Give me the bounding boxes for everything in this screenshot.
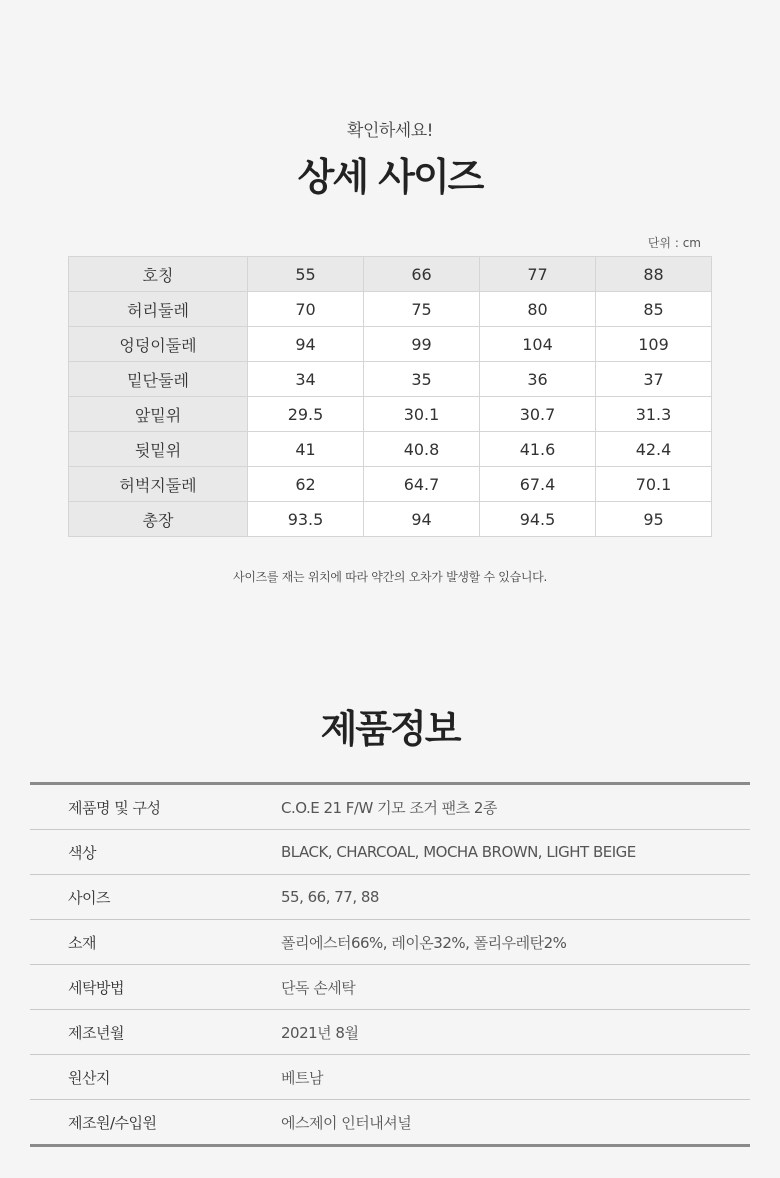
measurement-value: 93.5 bbox=[248, 502, 364, 537]
info-row bbox=[30, 965, 750, 1010]
info-label: 색상 bbox=[68, 843, 96, 862]
info-label: 원산지 bbox=[68, 1068, 110, 1087]
header-cell: 88 bbox=[596, 257, 712, 292]
measurement-value: 67.4 bbox=[480, 467, 596, 502]
info-value: 단독 손세탁 bbox=[281, 978, 356, 997]
info-label: 사이즈 bbox=[68, 888, 110, 907]
size-table-row bbox=[69, 502, 712, 537]
info-value: 2021년 8월 bbox=[281, 1023, 359, 1042]
measurement-value: 94 bbox=[364, 502, 480, 537]
measurement-value: 30.7 bbox=[480, 397, 596, 432]
info-label: 제품명 및 구성 bbox=[68, 798, 161, 817]
size-note: 사이즈를 재는 위치에 따라 약간의 오차가 발생할 수 있습니다. bbox=[233, 570, 547, 584]
measurement-label: 총장 bbox=[69, 502, 248, 537]
measurement-value: 34 bbox=[248, 362, 364, 397]
measurement-label: 뒷밑위 bbox=[69, 432, 248, 467]
measurement-value: 30.1 bbox=[364, 397, 480, 432]
measurement-value: 70.1 bbox=[596, 467, 712, 502]
header-cell: 호칭 bbox=[69, 257, 248, 292]
size-table-row bbox=[69, 362, 712, 397]
header-cell: 66 bbox=[364, 257, 480, 292]
measurement-label: 앞밑위 bbox=[69, 397, 248, 432]
size-subtitle: 확인하세요! bbox=[347, 121, 433, 141]
info-row bbox=[30, 1010, 750, 1055]
measurement-value: 109 bbox=[596, 327, 712, 362]
size-table-row bbox=[69, 397, 712, 432]
size-title: 상세 사이즈 bbox=[297, 155, 483, 199]
measurement-value: 35 bbox=[364, 362, 480, 397]
info-value: BLACK, CHARCOAL, MOCHA BROWN, LIGHT BEIGE bbox=[281, 843, 636, 861]
size-unit: 단위 : cm bbox=[647, 236, 701, 250]
info-title: 제품정보 bbox=[320, 707, 460, 751]
info-row bbox=[30, 1100, 750, 1144]
info-label: 제조원/수입원 bbox=[68, 1113, 157, 1132]
info-label: 세탁방법 bbox=[68, 978, 124, 997]
measurement-value: 94.5 bbox=[480, 502, 596, 537]
info-row bbox=[30, 875, 750, 920]
measurement-value: 75 bbox=[364, 292, 480, 327]
info-label: 소재 bbox=[68, 933, 96, 952]
size-table-row bbox=[69, 327, 712, 362]
measurement-value: 104 bbox=[480, 327, 596, 362]
measurement-value: 36 bbox=[480, 362, 596, 397]
size-table-row bbox=[69, 292, 712, 327]
measurement-value: 80 bbox=[480, 292, 596, 327]
product-info-table bbox=[30, 782, 750, 1147]
measurement-value: 41 bbox=[248, 432, 364, 467]
measurement-value: 64.7 bbox=[364, 467, 480, 502]
info-row bbox=[30, 920, 750, 965]
info-row bbox=[30, 1055, 750, 1100]
measurement-label: 허리둘레 bbox=[69, 292, 248, 327]
size-table bbox=[68, 256, 712, 537]
header-cell: 77 bbox=[480, 257, 596, 292]
measurement-value: 62 bbox=[248, 467, 364, 502]
measurement-label: 허벅지둘레 bbox=[69, 467, 248, 502]
info-row bbox=[30, 785, 750, 830]
measurement-value: 99 bbox=[364, 327, 480, 362]
size-table-row bbox=[69, 432, 712, 467]
measurement-value: 41.6 bbox=[480, 432, 596, 467]
measurement-value: 40.8 bbox=[364, 432, 480, 467]
measurement-value: 42.4 bbox=[596, 432, 712, 467]
info-value: 폴리에스터66%, 레이온32%, 폴리우레탄2% bbox=[281, 933, 567, 952]
info-value: C.O.E 21 F/W 기모 조거 팬츠 2종 bbox=[281, 798, 497, 817]
measurement-label: 밑단둘레 bbox=[69, 362, 248, 397]
measurement-value: 94 bbox=[248, 327, 364, 362]
measurement-value: 29.5 bbox=[248, 397, 364, 432]
measurement-value: 31.3 bbox=[596, 397, 712, 432]
info-value: 에스제이 인터내셔널 bbox=[281, 1113, 412, 1132]
measurement-value: 37 bbox=[596, 362, 712, 397]
size-table-header bbox=[69, 257, 712, 292]
info-value: 베트남 bbox=[281, 1068, 323, 1087]
info-row bbox=[30, 830, 750, 875]
size-table-row bbox=[69, 467, 712, 502]
info-value: 55, 66, 77, 88 bbox=[281, 888, 379, 906]
info-label: 제조년월 bbox=[68, 1023, 124, 1042]
header-cell: 55 bbox=[248, 257, 364, 292]
measurement-value: 95 bbox=[596, 502, 712, 537]
measurement-label: 엉덩이둘레 bbox=[69, 327, 248, 362]
measurement-value: 85 bbox=[596, 292, 712, 327]
measurement-value: 70 bbox=[248, 292, 364, 327]
